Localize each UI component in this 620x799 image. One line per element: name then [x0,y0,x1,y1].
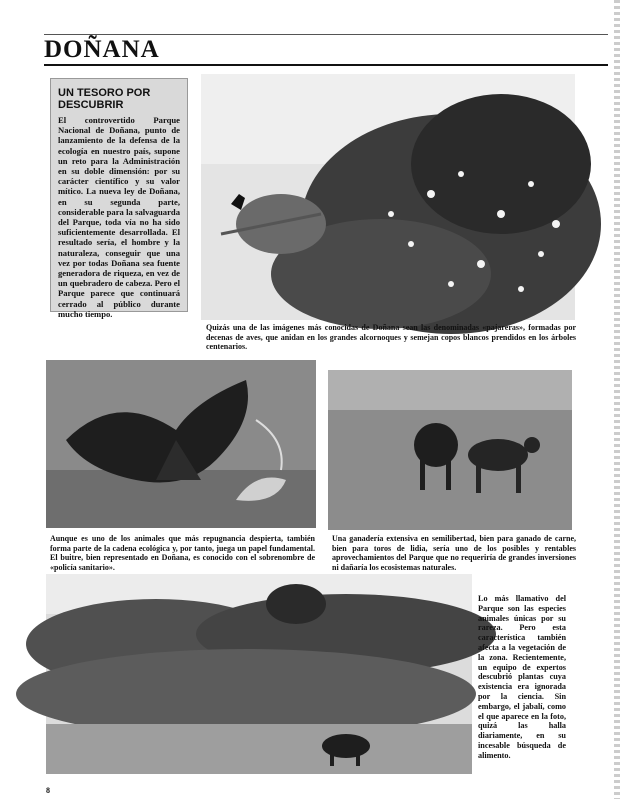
vulture-caption: Aunque es uno de los animales que más repugnancia despierta, también forma parte de la cadena ecológica y, por tanto, juega un papel fundamental. El buitre, bien representado en Doñana, es conocido con el sobrenombre de «policía sanitario». [50,534,315,572]
sidebar-box [50,78,188,319]
page-number: 8 [46,786,50,795]
cattle-caption: Una ganadería extensiva en semilibertad, bien para ganado de carne, bien para toros de lidia, sería uno de los posibles y rentables aprovechamientos del Parque que no requeriría de grandes inversiones ni dañaría los ecosistemas naturales. [332,534,576,572]
landscape-photo [46,574,472,774]
vulture-photo [46,360,316,528]
sidebar-body: El controvertido Parque Nacional de Doñana, punto de lanzamiento de la defensa de la ecología en nuestro país, supone un reto para la Administración en su doble dimensión: por su carácter científico y su valor mítico. La nueva ley de Doñana, en su segunda parte, considerable para la salvaguarda del Parque, toda vía no ha sido suficientemente desarrollada. El resultado sería, el hombre y la naturaleza, conseguir que una vez por todas Doñana sea fuente generadora de riqueza, en vez de un quebradero de cabeza. Pero el Parque parece que continuará cerrado al público durante mucho tiempo. [58,115,180,319]
top-rule [44,34,608,35]
page-edge [614,0,620,799]
herons-caption: Quizás una de las imágenes más conocidas de Doñana sean las denominadas «pajareras», formadas por decenas de aves, que anidan en los grandes alcornoques y semejan copos blancos prendidos en los árboles centenarios. [206,323,576,351]
title-rule [44,64,608,66]
cattle-photo [328,370,572,530]
section-title: DOÑANA [44,36,160,63]
landscape-text: Lo más llamativo del Parque son las especies animales únicas por su rareza. Pero esta característica también afecta a la vegetación de la zona. Recientemente, un equipo de expertos descubrió plantas cuya existencia era ignorada por la ciencia. Sin embargo, el jabalí, como el que aparece en la foto, quizá las halla diariamente, en su incesable búsqueda de alimento. [478,594,566,760]
herons-photo [201,74,575,320]
sidebar-heading: UN TESORO POR DESCUBRIR [58,87,151,111]
